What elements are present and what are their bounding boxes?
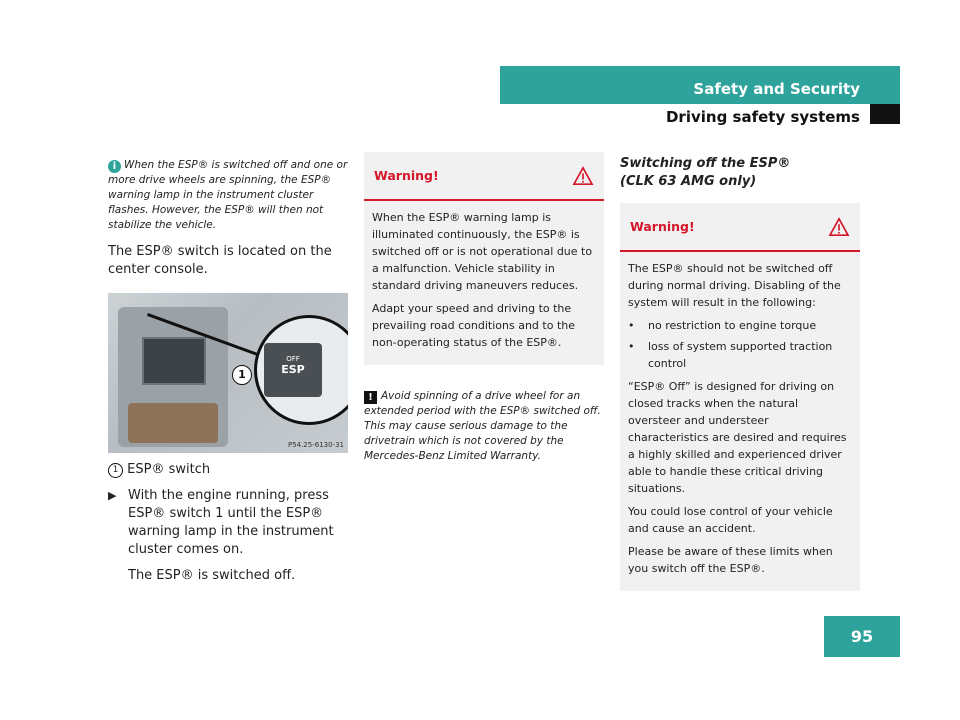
warning-paragraph-5: You could lose control of your vehicle and cause an accident. xyxy=(628,505,833,535)
caution-note-text: Avoid spinning of a drive wheel for an extended period with the ESP® switched off. This may cause serious damage to the drivetrain which is not covered by the Mercedes-Benz Limited Warranty. xyxy=(364,390,601,462)
column-1 xyxy=(108,158,348,585)
esp-off-button xyxy=(264,343,322,397)
bullet-item: • loss of system supported traction control xyxy=(628,338,852,372)
warning-bullets xyxy=(628,317,852,372)
step-arrow-icon: ▶ xyxy=(108,489,117,502)
callout-number: 1 xyxy=(232,365,252,385)
console-photo xyxy=(108,293,348,453)
warning-header-1 xyxy=(364,152,604,201)
esp-button-label: ESP xyxy=(281,363,305,376)
photo-code: P54.25-6130-31 xyxy=(287,441,344,449)
warning-paragraph-4: “ESP® Off” is designed for driving on closed tracks when the natural oversteer and understeer characteristics are desired and requires a highly skilled and experienced driver able to handle these critical driving situations. xyxy=(628,380,847,495)
warning-title-1: Warning! xyxy=(374,168,439,183)
heading-line-1: Switching off the ESP® xyxy=(620,156,791,171)
warning-body-2 xyxy=(620,252,860,591)
subsection-title: Driving safety systems xyxy=(665,108,860,126)
info-note-text: When the ESP® is switched off and one or more drive wheels are spinning, the ESP® warning lamp in the instrument cluster flashes. However, the ESP® will then not stabilize the vehicle. xyxy=(108,159,348,231)
page-number: 95 xyxy=(824,616,900,657)
intro-paragraph xyxy=(108,243,348,279)
legend-number: 1 xyxy=(108,463,123,478)
info-icon: i xyxy=(108,160,121,173)
legend-label: ESP® switch xyxy=(127,462,211,477)
warning-body-1 xyxy=(364,201,604,365)
instruction-step xyxy=(108,487,348,585)
warning-header-2 xyxy=(620,203,860,252)
intro-text: The ESP® switch is located on the center console. xyxy=(108,244,332,277)
warning-title-2: Warning! xyxy=(630,219,695,234)
wood-trim xyxy=(128,403,218,443)
esp-button-off-label: OFF xyxy=(286,355,300,363)
warning-paragraph-2: Adapt your speed and driving to the prevailing road conditions and to the non-operating status of the ESP®. xyxy=(372,302,576,349)
column-3 xyxy=(620,155,860,591)
warning-paragraph-6: Please be aware of these limits when you switch off the ESP®. xyxy=(628,545,833,575)
legend-item xyxy=(108,461,348,479)
warning-triangle-icon xyxy=(828,217,850,237)
subsection-heading xyxy=(620,155,860,191)
warning-box-2 xyxy=(620,203,860,591)
heading-line-2: (CLK 63 AMG only) xyxy=(620,174,757,189)
column-2 xyxy=(364,152,604,464)
step-text: With the engine running, press ESP® switch 1 until the ESP® warning lamp in the instrument cluster comes on. xyxy=(128,488,334,557)
info-note xyxy=(108,158,348,233)
warning-triangle-icon xyxy=(572,166,594,186)
bullet-item: • no restriction to engine torque xyxy=(628,317,852,334)
warning-paragraph-1: When the ESP® warning lamp is illuminated continuously, the ESP® is switched off or is not operational due to a malfunction. Vehicle stability in standard driving maneuvers reduces. xyxy=(372,211,593,292)
section-title: Safety and Security xyxy=(693,80,860,98)
header-tab-marker xyxy=(870,104,900,124)
caution-note xyxy=(364,389,604,464)
warning-paragraph-3: The ESP® should not be switched off during normal driving. Disabling of the system will result in the following: xyxy=(628,262,841,309)
warning-box-1 xyxy=(364,152,604,365)
exclamation-icon: ! xyxy=(364,391,377,404)
display-screen xyxy=(142,337,206,385)
step-result: The ESP® is switched off. xyxy=(128,568,296,583)
